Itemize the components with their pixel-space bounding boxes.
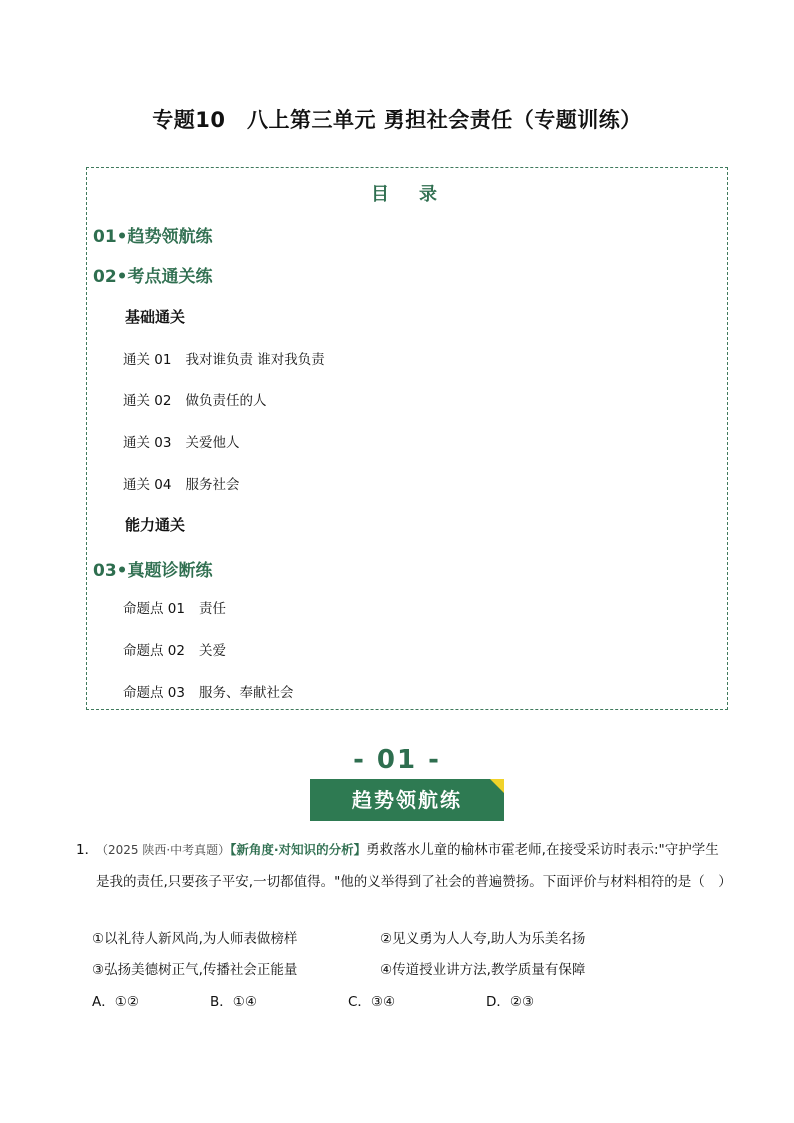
toc-section-2[interactable]: 02•考点通关练: [93, 267, 213, 287]
choice-a[interactable]: A．①②: [92, 994, 139, 1010]
option-row-2: [92, 958, 297, 978]
toc-basic-heading: 基础通关: [125, 308, 186, 326]
toc-item-label: 命题点 02: [123, 643, 185, 659]
choice-d[interactable]: D．②③: [486, 994, 535, 1010]
question-source: （2025 陕西·中考真题）: [96, 843, 231, 857]
toc-item-text: 我对谁负责 谁对我负责: [185, 352, 325, 368]
question-1: [76, 834, 732, 898]
toc-item[interactable]: [123, 597, 226, 617]
toc-item-label: 命题点 03: [123, 685, 185, 701]
question-tag: 【新角度·对知识的分析】: [230, 842, 367, 857]
toc-item[interactable]: [123, 639, 226, 659]
document-title: 专题10 八上第三单元 勇担社会责任（专题训练）: [152, 108, 642, 132]
toc-heading: 目 录: [371, 184, 443, 205]
choice-c[interactable]: C．③④: [348, 994, 396, 1010]
toc-item[interactable]: [123, 431, 239, 451]
option-row-1: [92, 927, 297, 947]
choice-b[interactable]: B．①④: [210, 994, 257, 1010]
toc-item-label: 通关 02: [123, 393, 172, 409]
option-row-1b: [380, 927, 585, 947]
question-stem: 勇救落水儿童的榆林市霍老师,在接受采访时表示:"守护学生是我的责任,只要孩子平安,一切都值得。"他的义举得到了社会的普遍赞扬。下面评价与材料相符的是（ ）: [96, 842, 732, 890]
option-1: ①以礼待人新风尚,为人师表做榜样: [92, 931, 298, 947]
toc-item-text: 关爱他人: [185, 435, 240, 451]
toc-item[interactable]: [123, 389, 266, 409]
question-number: 1．: [76, 842, 99, 858]
section-number: - 01 -: [353, 745, 441, 775]
toc-item-text: 关爱: [198, 643, 226, 659]
toc-item-text: 服务社会: [185, 477, 240, 493]
toc-item-text: 责任: [198, 601, 226, 617]
toc-ability-heading: 能力通关: [125, 516, 186, 534]
toc-item-label: 通关 03: [123, 435, 172, 451]
toc-item-label: 命题点 01: [123, 601, 185, 617]
option-row-2b: [380, 958, 585, 978]
toc-item[interactable]: [123, 473, 239, 493]
toc-item-label: 通关 01: [123, 352, 172, 368]
toc-item[interactable]: [123, 348, 325, 368]
table-of-contents: [86, 167, 728, 710]
option-2: ②见义勇为人人夸,助人为乐美名扬: [380, 931, 586, 947]
question-stem-block: [96, 834, 732, 898]
toc-item-text: 做负责任的人: [185, 393, 267, 409]
toc-section-3[interactable]: 03•真题诊断练: [93, 561, 213, 581]
banner-title: 趋势领航练: [352, 788, 462, 812]
toc-item-text: 服务、奉献社会: [198, 685, 294, 701]
option-4: ④传道授业讲方法,教学质量有保障: [380, 962, 586, 978]
toc-section-1[interactable]: 01•趋势领航练: [93, 227, 213, 247]
section-banner: [310, 779, 504, 821]
toc-item-label: 通关 04: [123, 477, 172, 493]
option-3: ③弘扬美德树正气,传播社会正能量: [92, 962, 298, 978]
toc-item[interactable]: [123, 681, 293, 701]
